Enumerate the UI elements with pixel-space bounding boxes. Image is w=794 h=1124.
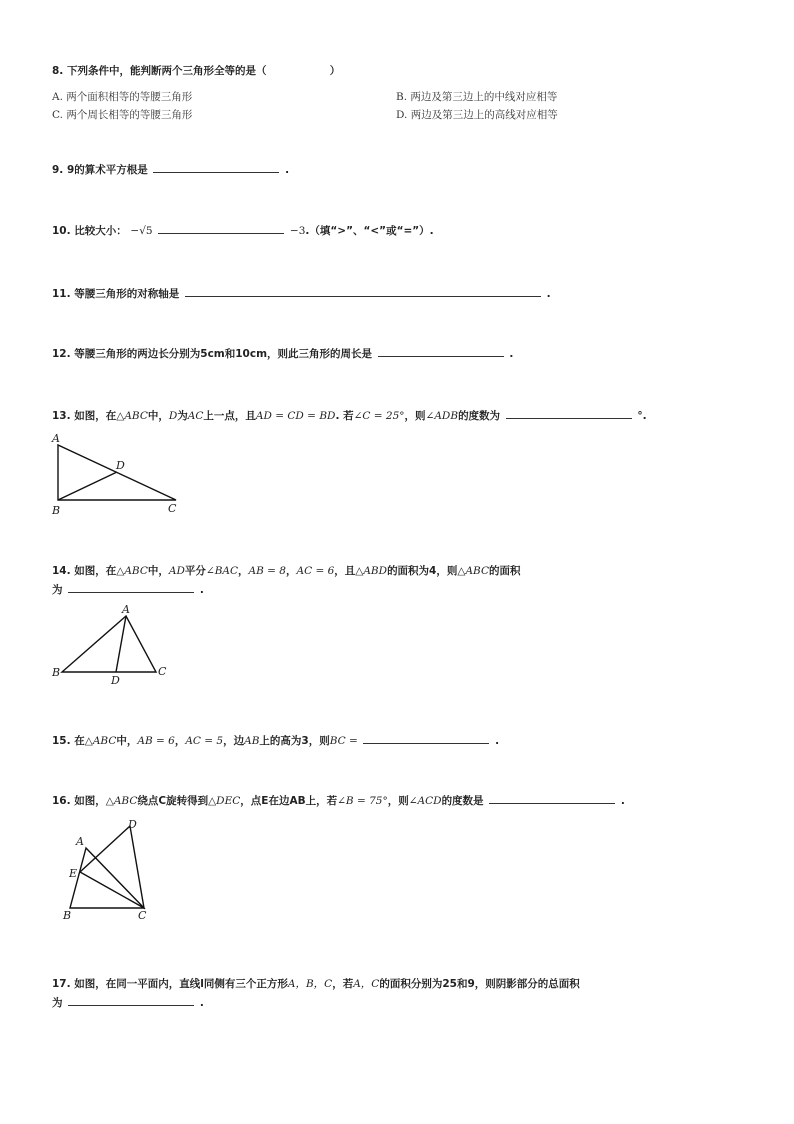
segment-bd: [58, 472, 117, 500]
option-c: C. 两个周长相等的等腰三角形: [52, 109, 193, 121]
figure-rotation-16: [58, 814, 168, 926]
label-c: C: [158, 665, 167, 678]
question-text: 中，: [116, 735, 138, 747]
label-b: B: [52, 666, 61, 679]
label-d: D: [111, 674, 120, 687]
question-9: [52, 162, 289, 177]
question-number: 8.: [52, 65, 64, 77]
question-8: [52, 64, 340, 78]
question-text: 如图，在: [74, 410, 117, 422]
question-17-line-2: [52, 995, 204, 1010]
question-text: 为: [52, 584, 63, 596]
question-text: ，点E在边AB上，若: [240, 795, 338, 807]
option-b: B. 两边及第三边上的中线对应相等: [396, 91, 558, 103]
question-12: [52, 346, 513, 361]
label-d: D: [116, 459, 125, 472]
question-number: 9.: [52, 164, 64, 176]
option-d: D. 两边及第三边上的高线对应相等: [396, 109, 558, 121]
answer-blank[interactable]: [363, 733, 489, 744]
question-text: 平分: [184, 565, 206, 577]
math-expression: A，C: [353, 978, 380, 990]
question-text: 的度数是: [441, 795, 484, 807]
question-text: 如图，: [74, 795, 106, 807]
question-text: . 若: [335, 410, 354, 422]
question-text: 等腰三角形的两边长分别为5cm和10cm，则此三角形的周长是: [74, 348, 373, 360]
period: .: [509, 348, 514, 360]
question-text: 的面积为4，则: [387, 565, 458, 577]
math-expression: BC =: [329, 735, 358, 747]
question-text: ，则: [404, 410, 426, 422]
math-expression: △ABC: [105, 795, 138, 807]
question-text: 为: [177, 410, 188, 422]
question-text: 中，: [147, 410, 169, 422]
question-text: 上一点，且: [203, 410, 256, 422]
segment-ad: [116, 616, 126, 672]
question-text: 为: [52, 997, 63, 1009]
question-text: ，边: [223, 735, 245, 747]
figure-triangle-14: [50, 602, 180, 687]
question-16: [52, 793, 625, 808]
math-expression: A，B，C: [287, 978, 333, 990]
label-e: E: [69, 867, 78, 880]
math-expression: △ABC: [457, 565, 489, 577]
question-text: .（填“>”、“<”或“=”）.: [305, 225, 434, 237]
label-c: C: [138, 909, 147, 922]
period: .: [199, 584, 204, 596]
math-expression: △ABD: [355, 565, 388, 577]
question-14-line-2: [52, 582, 204, 597]
period: .: [495, 735, 500, 747]
period: .: [199, 997, 204, 1009]
answer-blank[interactable]: [68, 995, 194, 1006]
question-number: 15.: [52, 735, 71, 747]
question-text: 在: [74, 735, 85, 747]
triangle-abc: [62, 616, 156, 672]
math-expression: △ABC: [116, 410, 148, 422]
question-number: 10.: [52, 225, 71, 237]
math-expression: ∠ADB: [425, 410, 459, 422]
option-a: A. 两个面积相等的等腰三角形: [52, 91, 193, 103]
math-expression: ∠ACD: [408, 795, 442, 807]
question-text: 如图，在同一平面内，直线l同侧有三个正方形: [74, 978, 288, 990]
answer-blank[interactable]: [506, 408, 632, 419]
question-text: ，且: [334, 565, 356, 577]
math-expression: AB = 8: [248, 565, 286, 577]
degree-period: °.: [637, 410, 647, 422]
label-b: B: [52, 504, 61, 517]
figure-triangle-13: [50, 430, 190, 520]
question-text: 的度数为: [458, 410, 501, 422]
question-text: ，若: [332, 978, 354, 990]
question-13: [52, 408, 647, 423]
period: .: [546, 288, 551, 300]
answer-blank[interactable]: [185, 286, 541, 297]
question-17: [52, 977, 580, 991]
question-text: ，则: [387, 795, 409, 807]
label-d: D: [128, 818, 137, 831]
question-number: 17.: [52, 978, 71, 990]
answer-blank[interactable]: [378, 346, 504, 357]
question-text: 等腰三角形的对称轴是: [74, 288, 180, 300]
math-expression: AD: [168, 565, 185, 577]
math-expression: AB: [244, 735, 260, 747]
question-number: 12.: [52, 348, 71, 360]
answer-blank[interactable]: [489, 793, 615, 804]
question-15: 15. 在△ABC中，AB = 6，AC = 5，边AB上的高为3，则BC = .: [52, 735, 500, 747]
question-text: 下列条件中，能判断两个三角形全等的是（: [66, 65, 267, 77]
question-text: 的面积分别为25和9，则阴影部分的总面积: [379, 978, 580, 990]
question-number: 14.: [52, 565, 71, 577]
math-expression: △DEC: [208, 795, 241, 807]
label-c: C: [168, 502, 177, 515]
question-text: 中，: [147, 565, 169, 577]
bracket-close: ）: [329, 65, 341, 77]
label-b: B: [63, 909, 72, 922]
label-a: A: [122, 603, 130, 616]
question-text: 上的高为3，则: [259, 735, 330, 747]
math-expression: AC = 6: [296, 565, 335, 577]
math-expression: AC = 5: [185, 735, 224, 747]
math-expression: △ABC: [84, 735, 117, 747]
question-text: 的面积: [488, 565, 521, 577]
math-expression: −√5: [130, 225, 153, 237]
question-text: 9的算术平方根是: [66, 164, 148, 176]
triangle-dec: [80, 826, 144, 908]
math-expression: ∠BAC: [205, 565, 239, 577]
math-expression: AC: [187, 410, 204, 422]
answer-blank[interactable]: [158, 223, 284, 234]
question-number: 16.: [52, 795, 71, 807]
math-expression: −3: [289, 225, 306, 237]
math-expression: AD = CD = BD: [255, 410, 336, 422]
question-number: 11.: [52, 288, 71, 300]
math-expression: △ABC: [116, 565, 148, 577]
math-expression: ∠B = 75°: [337, 795, 388, 807]
triangle-abc: [70, 848, 144, 908]
question-text: 绕点C旋转得到: [137, 795, 209, 807]
question-text: 如图，在: [74, 565, 117, 577]
question-text: 比较大小：: [74, 225, 127, 237]
period: .: [285, 164, 290, 176]
question-10: [52, 223, 434, 238]
answer-blank[interactable]: [153, 162, 279, 173]
math-expression: D: [168, 410, 178, 422]
question-number: 13.: [52, 410, 71, 422]
period: .: [620, 795, 625, 807]
question-11: [52, 286, 551, 301]
math-expression: ∠C = 25°: [353, 410, 405, 422]
math-expression: AB = 6: [137, 735, 175, 747]
question-14: 14. 如图，在△ABC中，AD平分∠BAC，AB = 8，AC = 6，且△ABD的面积为4，则△ABC的面积: [52, 565, 521, 577]
answer-blank[interactable]: [68, 582, 194, 593]
label-a: A: [76, 835, 84, 848]
label-a: A: [52, 432, 60, 445]
